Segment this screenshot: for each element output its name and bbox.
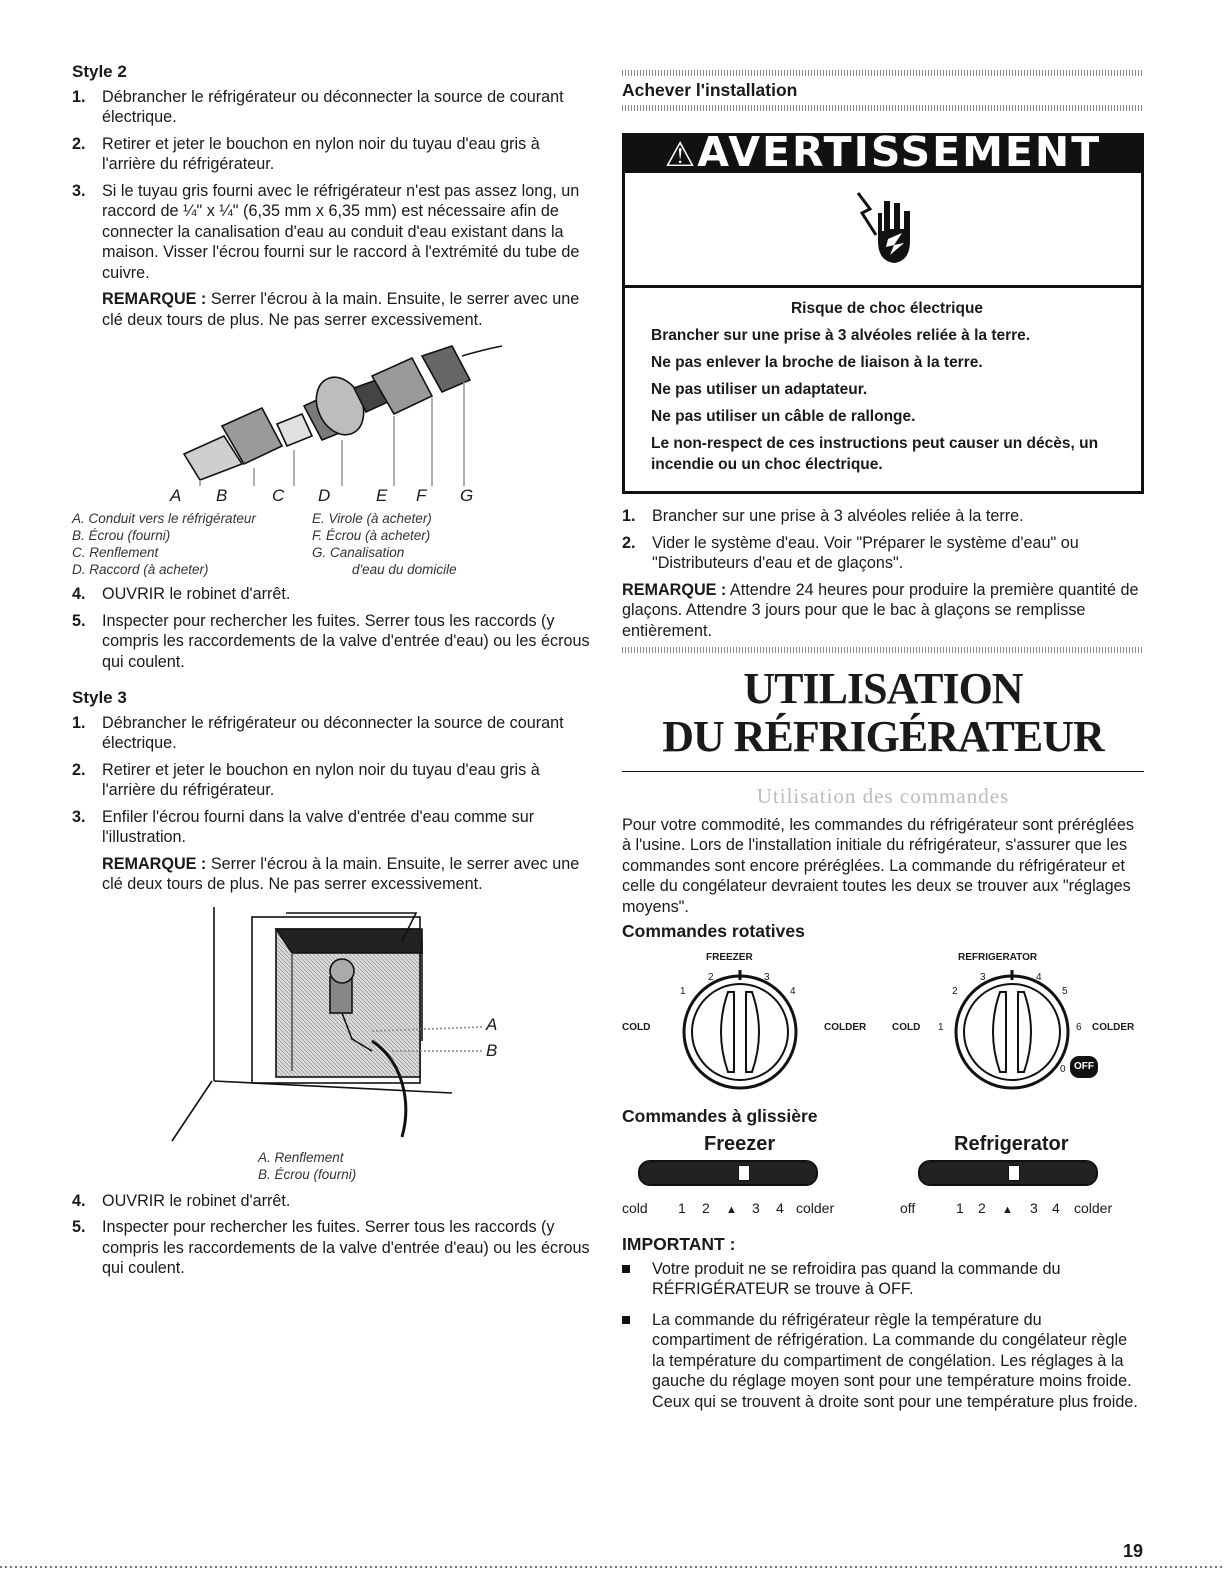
list-item: 1. Débrancher le réfrigérateur ou déconnecter la source de courant électrique. — [72, 87, 564, 126]
warning-line: Le non-respect de ces instructions peut causer un décès, un incendie ou un choc électrique. — [651, 435, 1099, 473]
dial-tick: 4 — [790, 985, 796, 997]
slider-title: Commandes à glissière — [622, 1105, 818, 1126]
freezer-dial-knob — [678, 970, 802, 1094]
rotary-controls — [622, 946, 1144, 1096]
warnicon-area — [625, 173, 1141, 288]
style3-valve-illustration — [72, 901, 592, 1149]
scale-label: 4 — [1052, 1200, 1060, 1216]
scale-label: 3 — [1030, 1200, 1038, 1216]
style2-legend — [72, 510, 592, 578]
dial-tick: 6 — [1076, 1021, 1082, 1033]
freezer-slider-label: Freezer — [704, 1133, 776, 1155]
warning-text — [625, 288, 1141, 491]
freezer-dial-label: FREEZER — [706, 951, 753, 963]
fridge-colder-label: COLDER — [1092, 1021, 1135, 1033]
list-item: La commande du réfrigérateur règle la température du compartiment de réfrigération. La commande du congélateur règle la température du compartiment de congélation. Les réglages à la gauche du réglage moyen sont pour une température moins froide. Ceux qui se trouvent à droite sont pour une température plus froide. — [622, 1310, 1144, 1413]
legend-item: G. Canalisation — [312, 545, 405, 560]
legend-item: E. Virole (à acheter) — [312, 511, 432, 526]
warning-triangle-icon: ⚠ — [664, 134, 698, 175]
scale-label: colder — [1074, 1200, 1113, 1216]
fig-letter: A — [170, 486, 182, 505]
final-steps — [622, 506, 1144, 574]
list-item: Votre produit ne se refroidira pas quand la commande du RÉFRIGÉRATEUR se trouve à OFF. — [622, 1259, 1144, 1300]
off-badge: OFF — [1070, 1056, 1098, 1079]
fig-letter: E — [376, 486, 388, 505]
divider — [622, 105, 1144, 111]
style3-heading: Style 3 — [72, 688, 127, 707]
refrigerator-dial-knob — [950, 970, 1074, 1094]
dial-tick: 1 — [938, 1021, 944, 1033]
legend-item: A. Conduit vers le réfrigérateur — [72, 511, 256, 526]
divider — [622, 70, 1144, 76]
refrigerator-dial-label: REFRIGERATOR — [958, 951, 1038, 963]
dial-tick: 2 — [708, 971, 714, 983]
list-item: 5. Inspecter pour rechercher les fuites. Serrer tous les raccords (y compris les raccordements de la valve d'entrée d'eau) ou les écrous qui coulent. — [72, 611, 590, 671]
dial-tick: 2 — [952, 985, 958, 997]
scale-label: off — [900, 1200, 916, 1216]
list-item: 1. Débrancher le réfrigérateur ou déconnecter la source de courant électrique. — [72, 713, 564, 752]
dial-tick: 0 — [1060, 1063, 1066, 1075]
scale-label: 1 — [678, 1200, 686, 1216]
dial-tick: 3 — [764, 971, 770, 983]
page-number: 19 — [1122, 1541, 1143, 1561]
scale-label: colder — [796, 1200, 835, 1216]
freezer-colder-label: COLDER — [824, 1021, 867, 1033]
bullet-icon — [622, 1265, 630, 1273]
warning-box — [622, 127, 1144, 495]
style2-steps-after — [72, 584, 592, 672]
section-subtitle: Utilisation des commandes — [756, 784, 1010, 808]
style3-remarque: REMARQUE : Serrer l'écrou à la main. Ensuite, le serrer avec une clé deux tours de plus. Ne pas serrer excessivement. — [102, 854, 580, 893]
refrigerator-dial[interactable] — [938, 970, 1094, 1094]
warning-line: Ne pas utiliser un adaptateur. — [651, 381, 868, 398]
style2-fitting-illustration — [72, 336, 592, 486]
fig-letter: B — [486, 1040, 498, 1060]
refrigerator-slider-handle[interactable] — [1008, 1165, 1020, 1181]
refrigerator-slider[interactable] — [918, 1160, 1098, 1186]
fig-letter: A — [486, 1014, 498, 1034]
intro-paragraph: Pour votre commodité, les commandes du réfrigérateur sont préréglées à l'usine. Lors de l'installation initiale du réfrigérateur, s'assurer que les commandes sont encore préréglées. La commande du réfrigérateur et celle du congélateur devraient toutes les deux se trouver aux "réglages moyens". — [622, 815, 1134, 916]
dial-tick: 1 — [680, 985, 686, 997]
list-item: 3. Enfiler l'écrou fourni dans la valve d'entrée d'eau comme sur l'illustration. — [72, 807, 535, 846]
warning-line: Risque de choc électrique — [790, 300, 984, 317]
dial-tick: 5 — [1062, 985, 1068, 997]
electric-shock-hazard-icon — [848, 189, 918, 269]
style2-figure-letters — [72, 486, 592, 508]
warning-line: Ne pas enlever la broche de liaison à la terre. — [651, 354, 983, 371]
fig-letter: G — [460, 486, 474, 505]
legend-item: B. Écrou (fourni) — [72, 528, 171, 543]
style3-steps — [72, 713, 592, 848]
list-item: 4. OUVRIR le robinet d'arrêt. — [72, 585, 291, 603]
left-column — [72, 62, 592, 1285]
achever-title: Achever l'installation — [622, 80, 798, 100]
style2-steps — [72, 87, 592, 284]
fig-letter: D — [318, 486, 331, 505]
legend-item: B. Écrou (fourni) — [258, 1166, 357, 1182]
page-title: UTILISATION DU RÉFRIGÉRATEUR — [662, 664, 1104, 761]
scale-label: 1 — [956, 1200, 964, 1216]
valve-drawing — [72, 901, 592, 1149]
fitting-drawing — [72, 336, 592, 486]
style2-remarque: REMARQUE : Serrer l'écrou à la main. Ensuite, le serrer avec une clé deux tours de plus. Ne pas serrer excessivement. — [102, 290, 580, 329]
freezer-slider-handle[interactable] — [738, 1165, 750, 1181]
important-label: IMPORTANT : — [622, 1234, 736, 1254]
list-item: 3. Si le tuyau gris fourni avec le réfrigérateur n'est pas assez long, un raccord de ¼" x ¼" (6,35 mm x 6,35 mm) est nécessaire afin de connecter la canalisation d'eau au conduit d'eau existant dans la maison. Visser l'écrou fourni sur le raccord à l'extrémité du tube de cuivre. — [72, 181, 580, 282]
style3-steps-after — [72, 1191, 592, 1279]
freezer-dial[interactable] — [678, 970, 802, 1094]
scale-label: 3 — [752, 1200, 760, 1216]
refrigerator-slider-label: Refrigerator — [954, 1133, 1069, 1155]
divider — [622, 647, 1144, 653]
right-column — [622, 70, 1144, 1422]
slider-scales — [622, 1198, 1144, 1220]
fig-letter: F — [416, 486, 427, 505]
list-item: 5. Inspecter pour rechercher les fuites. Serrer tous les raccords (y compris les raccordements de la valve d'entrée d'eau) ou les écrous qui coulent. — [72, 1218, 590, 1277]
freezer-slider[interactable] — [638, 1160, 818, 1186]
legend-item: D. Raccord (à acheter) — [72, 562, 209, 577]
bottom-divider — [0, 1566, 1225, 1568]
warning-line: Brancher sur une prise à 3 alvéoles reliée à la terre. — [651, 327, 1031, 344]
list-item: 2. Vider le système d'eau. Voir "Préparer le système d'eau" ou "Distributeurs d'eau et de glaçons". — [622, 533, 1079, 572]
legend-item: F. Écrou (à acheter) — [312, 528, 431, 543]
right-remarque: REMARQUE : Attendre 24 heures pour produire la première quantité de glaçons. Attendre 3 jours pour que le bac à glaçons se remplisse entièrement. — [622, 580, 1139, 640]
warning-line: Ne pas utiliser un câble de rallonge. — [651, 408, 916, 425]
freezer-cold-label: COLD — [622, 1021, 651, 1033]
scale-label: 2 — [702, 1200, 710, 1216]
legend-item: d'eau du domicile — [352, 562, 457, 577]
title-rule — [622, 771, 1144, 772]
legend-item: A. Renflement — [258, 1149, 344, 1165]
fridge-cold-label: COLD — [892, 1021, 921, 1033]
dial-tick: 4 — [1036, 971, 1042, 983]
fig-letter: B — [216, 486, 228, 505]
fig-letter: C — [272, 486, 285, 505]
rotary-title: Commandes rotatives — [622, 921, 805, 941]
scale-label: cold — [622, 1200, 648, 1216]
list-item: 1. Brancher sur une prise à 3 alvéoles reliée à la terre. — [622, 507, 1024, 525]
style3-legend — [72, 1149, 592, 1183]
dial-tick: 3 — [980, 971, 986, 983]
scale-label: ▲ — [1002, 1204, 1013, 1216]
list-item: 2. Retirer et jeter le bouchon en nylon noir du tuyau d'eau gris à l'arrière du réfrigérateur. — [72, 760, 540, 799]
bullet-icon — [622, 1316, 630, 1324]
scale-label: 4 — [776, 1200, 784, 1216]
important-list — [622, 1259, 1144, 1413]
warning-header: ⚠AVERTISSEMENT — [625, 136, 1141, 174]
style2-heading: Style 2 — [72, 62, 127, 81]
legend-item: C. Renflement — [72, 545, 159, 560]
list-item: 4. OUVRIR le robinet d'arrêt. — [72, 1191, 291, 1210]
list-item: 2. Retirer et jeter le bouchon en nylon noir du tuyau d'eau gris à l'arrière du réfrigérateur. — [72, 134, 540, 173]
scale-label: ▲ — [726, 1204, 737, 1216]
scale-label: 2 — [978, 1200, 986, 1216]
slider-controls — [622, 1130, 1144, 1198]
